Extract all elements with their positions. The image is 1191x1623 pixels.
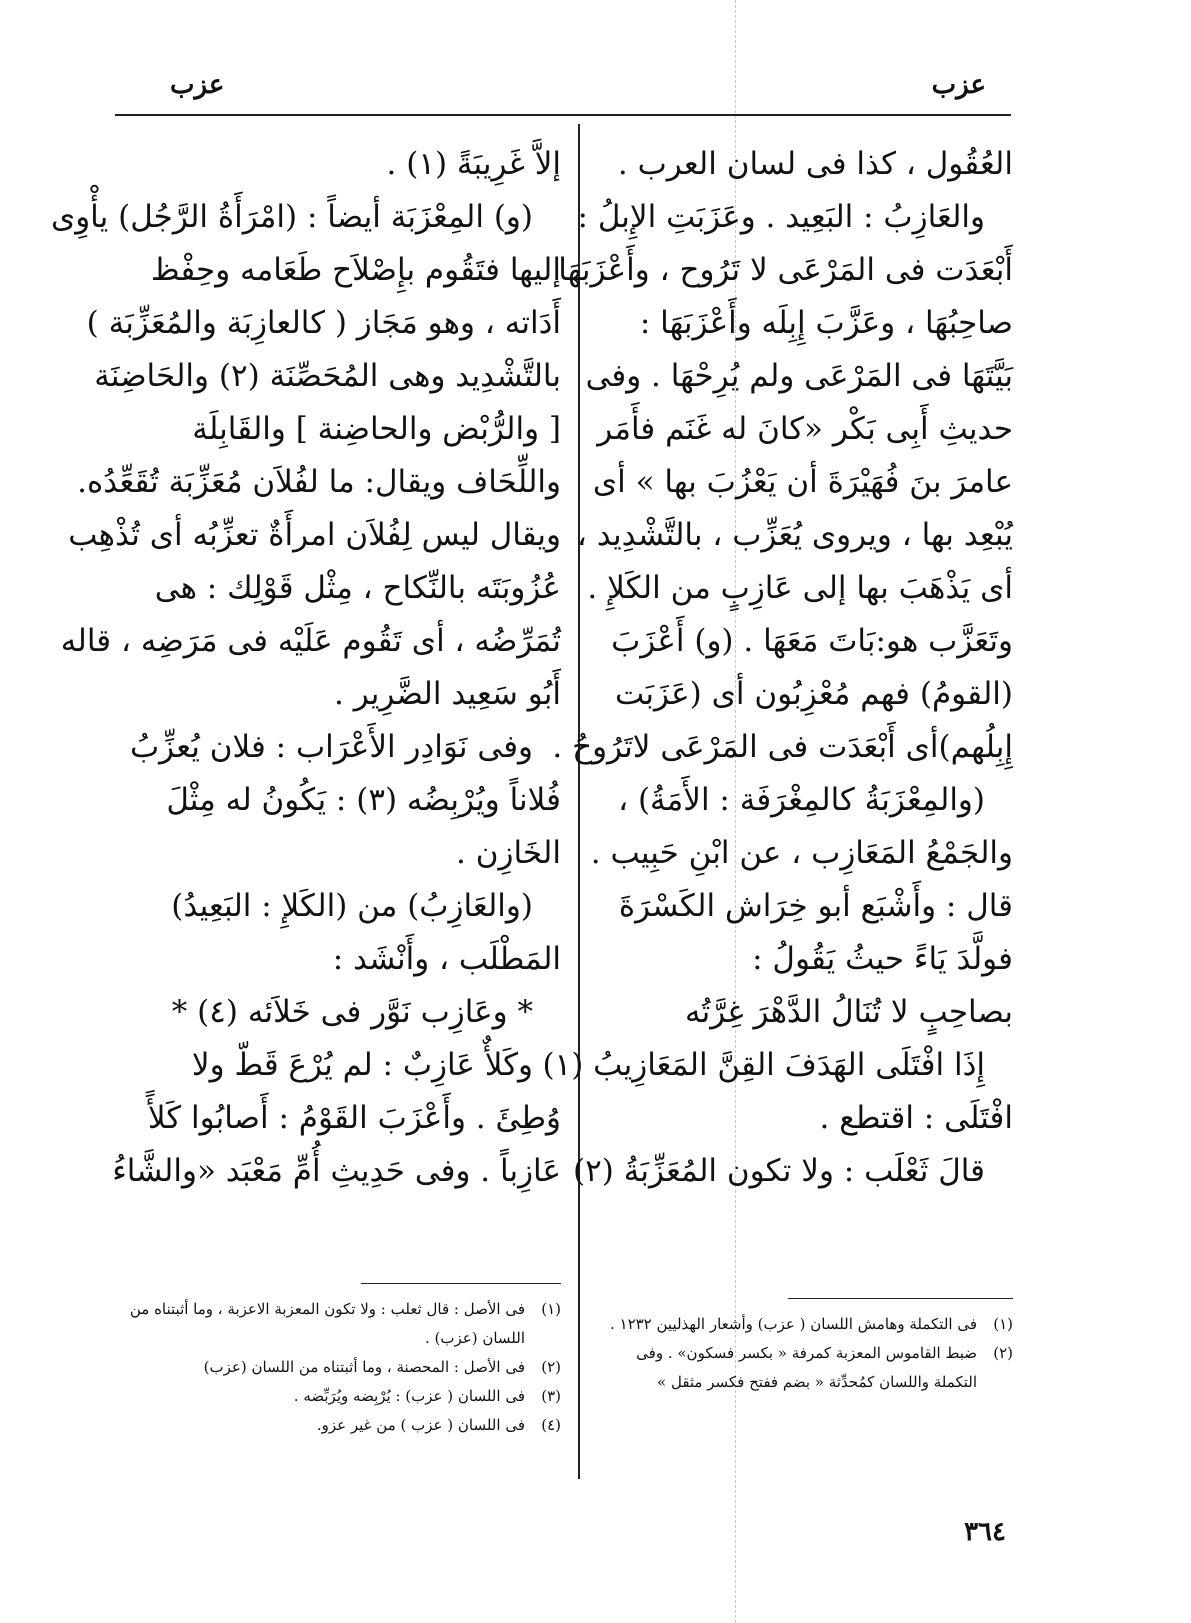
page-number: ٣٦٤ (964, 1517, 1006, 1547)
text-line: يُبْعِد بها ، ويروى يُعَزِّب ، بالتَّشْدِيد ، (576, 517, 1013, 553)
footnote (593, 1339, 1013, 1397)
footnote-rule-left (361, 1283, 561, 1284)
text-line: (و) المِعْزَبَة أيضاً : (امْرَأَةُ الرَّجُل) يأْوِى (50, 199, 533, 235)
text-line: فولَّدَ يَاءً حيثُ يَقُولُ : (752, 941, 1013, 977)
text-line: العُقُول ، كذا فى لسان العرب . (617, 146, 1013, 182)
text-line: والجَمْعُ المَعَازِب ، عن ابْنِ حَبِيب . (590, 835, 1013, 871)
text-line: وتَعَزَّب هو:بَاتَ مَعَهَا . (و) أَعْزَبَ (611, 623, 1013, 659)
text-line: واللِّحَاف ويقال: ما لفُلاَن مُعَزِّبَة تُقَعِّدُه. (77, 464, 561, 500)
footnote-text: فى اللسان ( عزب) : يُرْبِضه ويُرَبِّضه . (293, 1387, 525, 1405)
text-line: أَدَاته ، وهو مَجَاز ( كالعازِبَة والمُعَزِّبَة ) (86, 305, 561, 341)
footnote (593, 1310, 1013, 1339)
text-line: ويقال ليس لِفُلاَن امرأَةٌ تعزِّبُه أى تُذْهِب (68, 517, 561, 553)
text-line: عَازِباً . وفى حَدِيثِ أُمِّ مَعْبَد «والشَّاءُ (112, 1153, 561, 1189)
footnote-number: (٢) (993, 1344, 1013, 1362)
verse-line: بصاحِبٍ لا تُنَالُ الدَّهْرَ غِرَّتُه (685, 994, 1013, 1030)
text-line: افْتَلَى : اقتطع . (819, 1100, 1013, 1136)
text-line: والعَازِبُ : البَعِيد . وعَزَبَتِ الإِبلُ : (577, 199, 985, 235)
text-line: بالتَّشْدِيد وهى المُحَصِّنَة (٢) والحَاضِنَة (94, 358, 561, 394)
footnote (111, 1353, 561, 1382)
right-column (542, 138, 1013, 1198)
text-line: صاحِبُهَا ، وعَزَّبَ إِبِلَه وأَعْزَبَهَا : (639, 305, 1013, 341)
footnote-text: فى الأصل : المحصنة ، وما أثبتناه من اللسان (عزب) (203, 1358, 525, 1376)
text-line: وُطِئَ . وأَعْزَبَ القَوْمُ : أَصابُوا كَلأً (147, 1100, 561, 1136)
text-line: إليها فتَقُوم بإِصْلاَح طَعَامه وحِفْظ (150, 252, 561, 288)
text-line: وكَلأٌ عَازِبٌ : لم يُرْعَ قَطّ ولا (191, 1047, 533, 1083)
footnote-number: (١) (993, 1315, 1013, 1333)
footnote-number: (١) (541, 1300, 561, 1318)
text-line: وفى نَوَادِر الأَعْرَاب : فلان يُعزِّبُ (129, 729, 533, 765)
footnote-text: فى التكملة وهامش اللسان ( عزب) وأشعار الهذليين ١٢٣٢ . (609, 1315, 977, 1333)
text-line: قال : وأَشْبَع أبو خِرَاش الكَسْرَةَ (618, 888, 1013, 924)
left-column (50, 138, 561, 1198)
text-line: حديثِ أَبِى بَكْر «كانَ له غَنَم فأَمَر (597, 411, 1013, 447)
footnote (111, 1295, 561, 1353)
footnote-number: (٢) (541, 1358, 561, 1376)
text-line: عُزُوبَتَه بالنِّكاح ، مِثْل قَوْلِك : هى (154, 570, 561, 606)
text-line: إِبِلُهم)أى أَبْعَدَت فى المَرْعَى لاتَرُوحُ . (552, 729, 1013, 765)
footnote-text: فى اللسان ( عزب ) من غير عزو. (316, 1416, 525, 1434)
footnote-number: (٤) (541, 1416, 561, 1434)
text-line: أَبُو سَعِيد الضَّرِير . (333, 676, 561, 712)
verse-line: إِذَا افْتَلَى الهَدَفَ القِنَّ المَعَازِيبُ (١) (542, 1047, 985, 1083)
column-divider (578, 124, 580, 1479)
text-line: تُمَرِّضُه ، أى تَقُوم عَلَيْه فى مَرَضِه ، قاله (60, 623, 561, 659)
text-line: أَبْعَدَت فى المَرْعَى لا تَرُوح ، وأَعْزَبَهَا (558, 252, 1013, 288)
running-header-left: عزب (170, 70, 225, 100)
text-line: الخَازِن . (456, 835, 561, 871)
header-rule (115, 114, 1011, 116)
text-line: عامرَ بنَ فُهَيْرَةَ أن يَعْزُبَ بها » أى (592, 464, 1013, 500)
footnote (111, 1382, 561, 1411)
footnote-number: (٣) (541, 1387, 561, 1405)
verse-line: * وعَازِب نَوَّر فى خَلاَئه (٤) * (171, 994, 533, 1030)
text-line: المَطْلَب ، وأَنْشَد : (332, 941, 561, 977)
footnotes-right (593, 1310, 1013, 1397)
text-line: (القومُ) فهم مُعْزِبُون أى (عَزَبَت (614, 676, 1013, 712)
text-line: إلاَّ غَرِيبَةً (١) . (386, 146, 561, 182)
text-line: قالَ ثَعْلَب : ولا تكون المُعَزِّبَةُ (٢) (573, 1153, 985, 1189)
footnote (111, 1411, 561, 1440)
footnotes-left (111, 1295, 561, 1440)
text-line: فُلاناً ويُرْبِضُه (٣) : يَكُونُ له مِثْلَ (166, 782, 561, 818)
footnote-text: ضبط القاموس المعزبة كمرفة « بكسر فسكون» . وفى التكملة واللسان كمُحدِّثة « بضم ففتح فكسر مثقل » (636, 1344, 977, 1391)
text-line: (والعَازِبُ) من (الكَلإِ : البَعِيدُ) (171, 888, 533, 924)
text-line: (والمِعْزَبَةُ كالمِغْرَفَة : الأَمَةُ) ، (618, 782, 985, 818)
text-line: أى يَذْهَبَ بها إلى عَازِبٍ من الكَلإِ . (587, 570, 1013, 606)
running-header-right: عزب (931, 70, 986, 100)
footnote-rule-right (788, 1298, 1013, 1299)
text-line: بَيَّتَهَا فى المَرْعَى ولم يُرِحْهَا . وفى (585, 358, 1013, 394)
footnote-text: فى الأصل : قال ثعلب : ولا تكون المعزبة الاعزبة ، وما أثبتناه من اللسان (عزب) . (129, 1300, 525, 1347)
text-line: [ والرُّبْض والحاضِنة ] والقَابِلَة (192, 411, 561, 447)
